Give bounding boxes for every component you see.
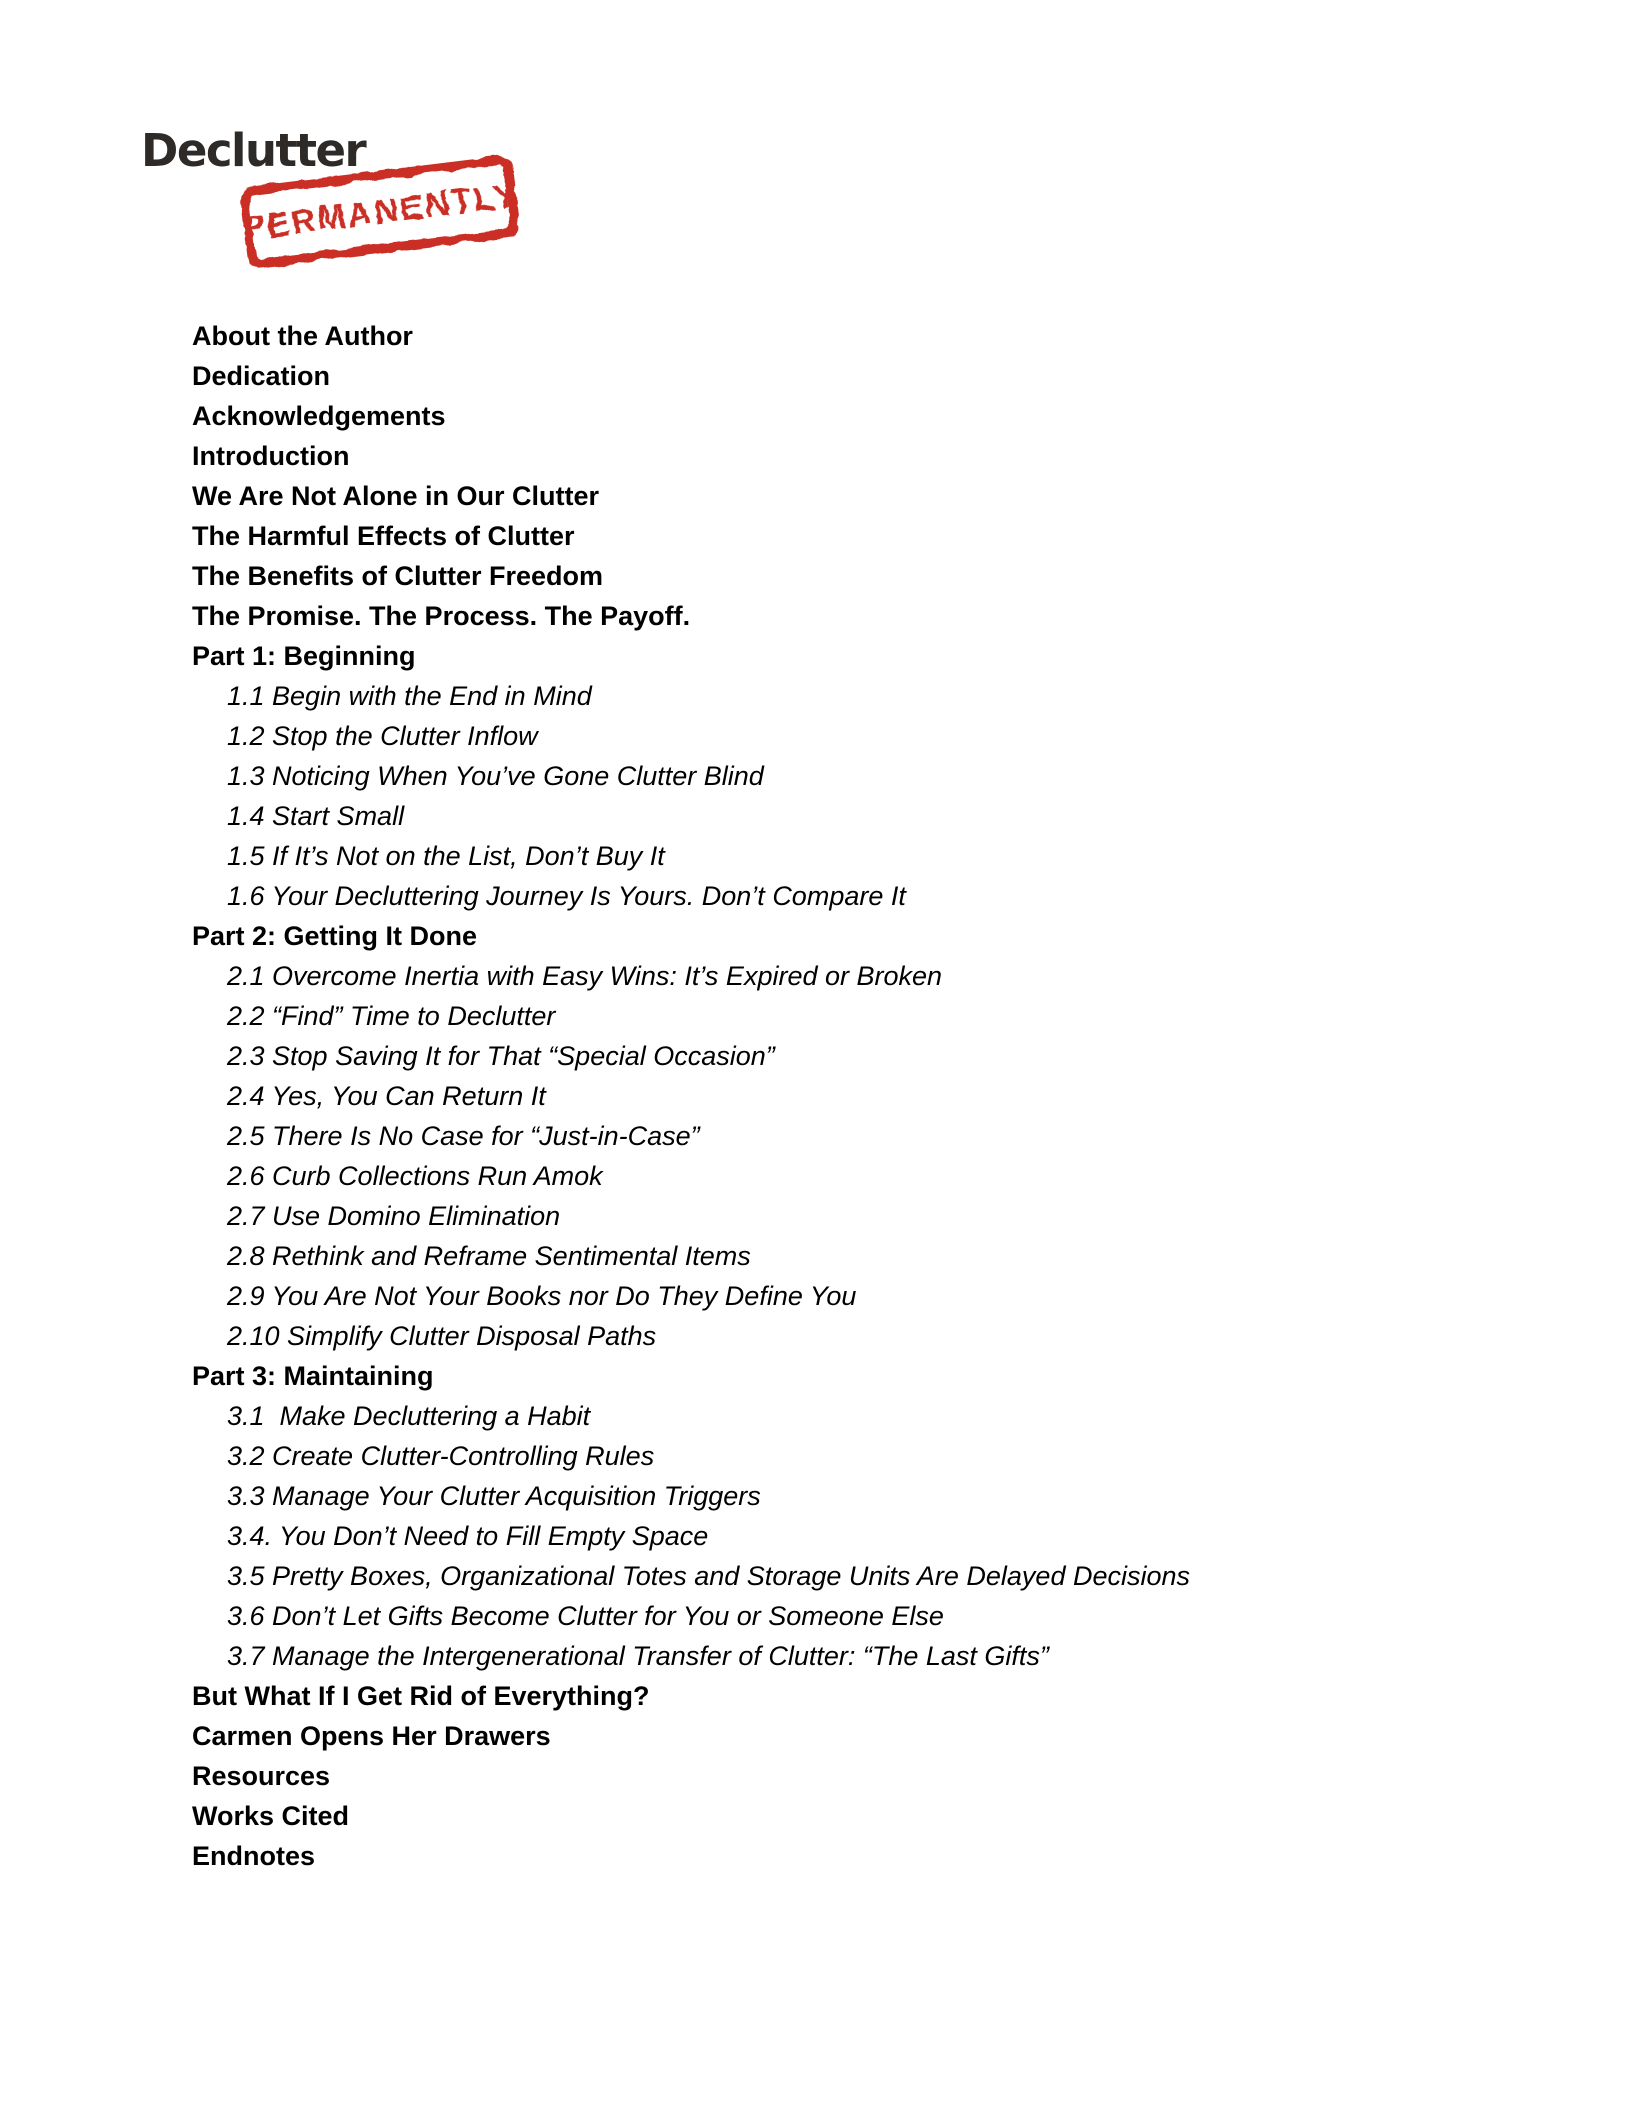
- toc-chapter-item: 3.2 Create Clutter-Controlling Rules: [227, 1441, 655, 1471]
- table-of-contents: [192, 316, 1572, 1876]
- toc-chapter-item: 2.2 “Find” Time to Declutter: [227, 1001, 556, 1031]
- toc-chapter-item: 2.3 Stop Saving It for That “Special Occasion”: [227, 1041, 775, 1071]
- toc-chapter-item: 2.8 Rethink and Reframe Sentimental Items: [227, 1241, 751, 1271]
- toc-chapter-item: 2.7 Use Domino Elimination: [227, 1201, 561, 1231]
- toc-chapter-item: 2.6 Curb Collections Run Amok: [227, 1161, 603, 1191]
- toc-chapter-item: 3.3 Manage Your Clutter Acquisition Triggers: [227, 1481, 761, 1511]
- toc-section-item: Part 1: Beginning: [192, 641, 416, 671]
- toc-section-item: Resources: [192, 1761, 331, 1791]
- toc-section-item: Acknowledgements: [192, 401, 446, 431]
- toc-chapter-item: 1.3 Noticing When You’ve Gone Clutter Blind: [227, 761, 764, 791]
- toc-section-item: But What If I Get Rid of Everything?: [192, 1681, 650, 1711]
- toc-chapter-item: 2.5 There Is No Case for “Just-in-Case”: [227, 1121, 700, 1151]
- toc-chapter-item: 2.10 Simplify Clutter Disposal Paths: [227, 1321, 657, 1351]
- toc-section-item: Introduction: [192, 441, 350, 471]
- toc-section-item: The Promise. The Process. The Payoff.: [192, 601, 691, 631]
- toc-section-item: Endnotes: [192, 1841, 316, 1871]
- toc-chapter-item: 1.4 Start Small: [227, 801, 405, 831]
- toc-chapter-item: 3.7 Manage the Intergenerational Transfer of Clutter: “The Last Gifts”: [227, 1641, 1049, 1671]
- toc-chapter-item: 1.2 Stop the Clutter Inflow: [227, 721, 538, 751]
- toc-chapter-item: 2.4 Yes, You Can Return It: [227, 1081, 546, 1111]
- toc-chapter-item: 3.6 Don’t Let Gifts Become Clutter for You or Someone Else: [227, 1601, 944, 1631]
- toc-section-item: Part 3: Maintaining: [192, 1361, 434, 1391]
- toc-chapter-item: 1.5 If It’s Not on the List, Don’t Buy It: [227, 841, 665, 871]
- brand-logo: [0, 0, 620, 300]
- toc-section-item: Carmen Opens Her Drawers: [192, 1721, 551, 1751]
- toc-chapter-item: 2.1 Overcome Inertia with Easy Wins: It’s Expired or Broken: [227, 961, 943, 991]
- toc-chapter-item: 3.4. You Don’t Need to Fill Empty Space: [227, 1521, 709, 1551]
- permanently-stamp: PERMANENTLY: [239, 155, 521, 270]
- brand-wordmark: Declutter: [141, 124, 366, 177]
- toc-section-item: We Are Not Alone in Our Clutter: [192, 481, 600, 511]
- toc-section-item: About the Author: [192, 321, 413, 351]
- toc-chapter-item: 1.6 Your Decluttering Journey Is Yours. Don’t Compare It: [227, 881, 906, 911]
- toc-section-item: The Harmful Effects of Clutter: [192, 521, 575, 551]
- toc-section-item: Dedication: [192, 361, 331, 391]
- toc-chapter-item: 1.1 Begin with the End in Mind: [227, 681, 592, 711]
- toc-section-item: Works Cited: [192, 1801, 350, 1831]
- toc-section-item: The Benefits of Clutter Freedom: [192, 561, 604, 591]
- toc-chapter-item: 2.9 You Are Not Your Books nor Do They Define You: [227, 1281, 857, 1311]
- toc-chapter-item: 3.5 Pretty Boxes, Organizational Totes and Storage Units Are Delayed Decisions: [227, 1561, 1191, 1591]
- toc-section-item: Part 2: Getting It Done: [192, 921, 478, 951]
- toc-chapter-item: 3.1 Make Decluttering a Habit: [227, 1401, 591, 1431]
